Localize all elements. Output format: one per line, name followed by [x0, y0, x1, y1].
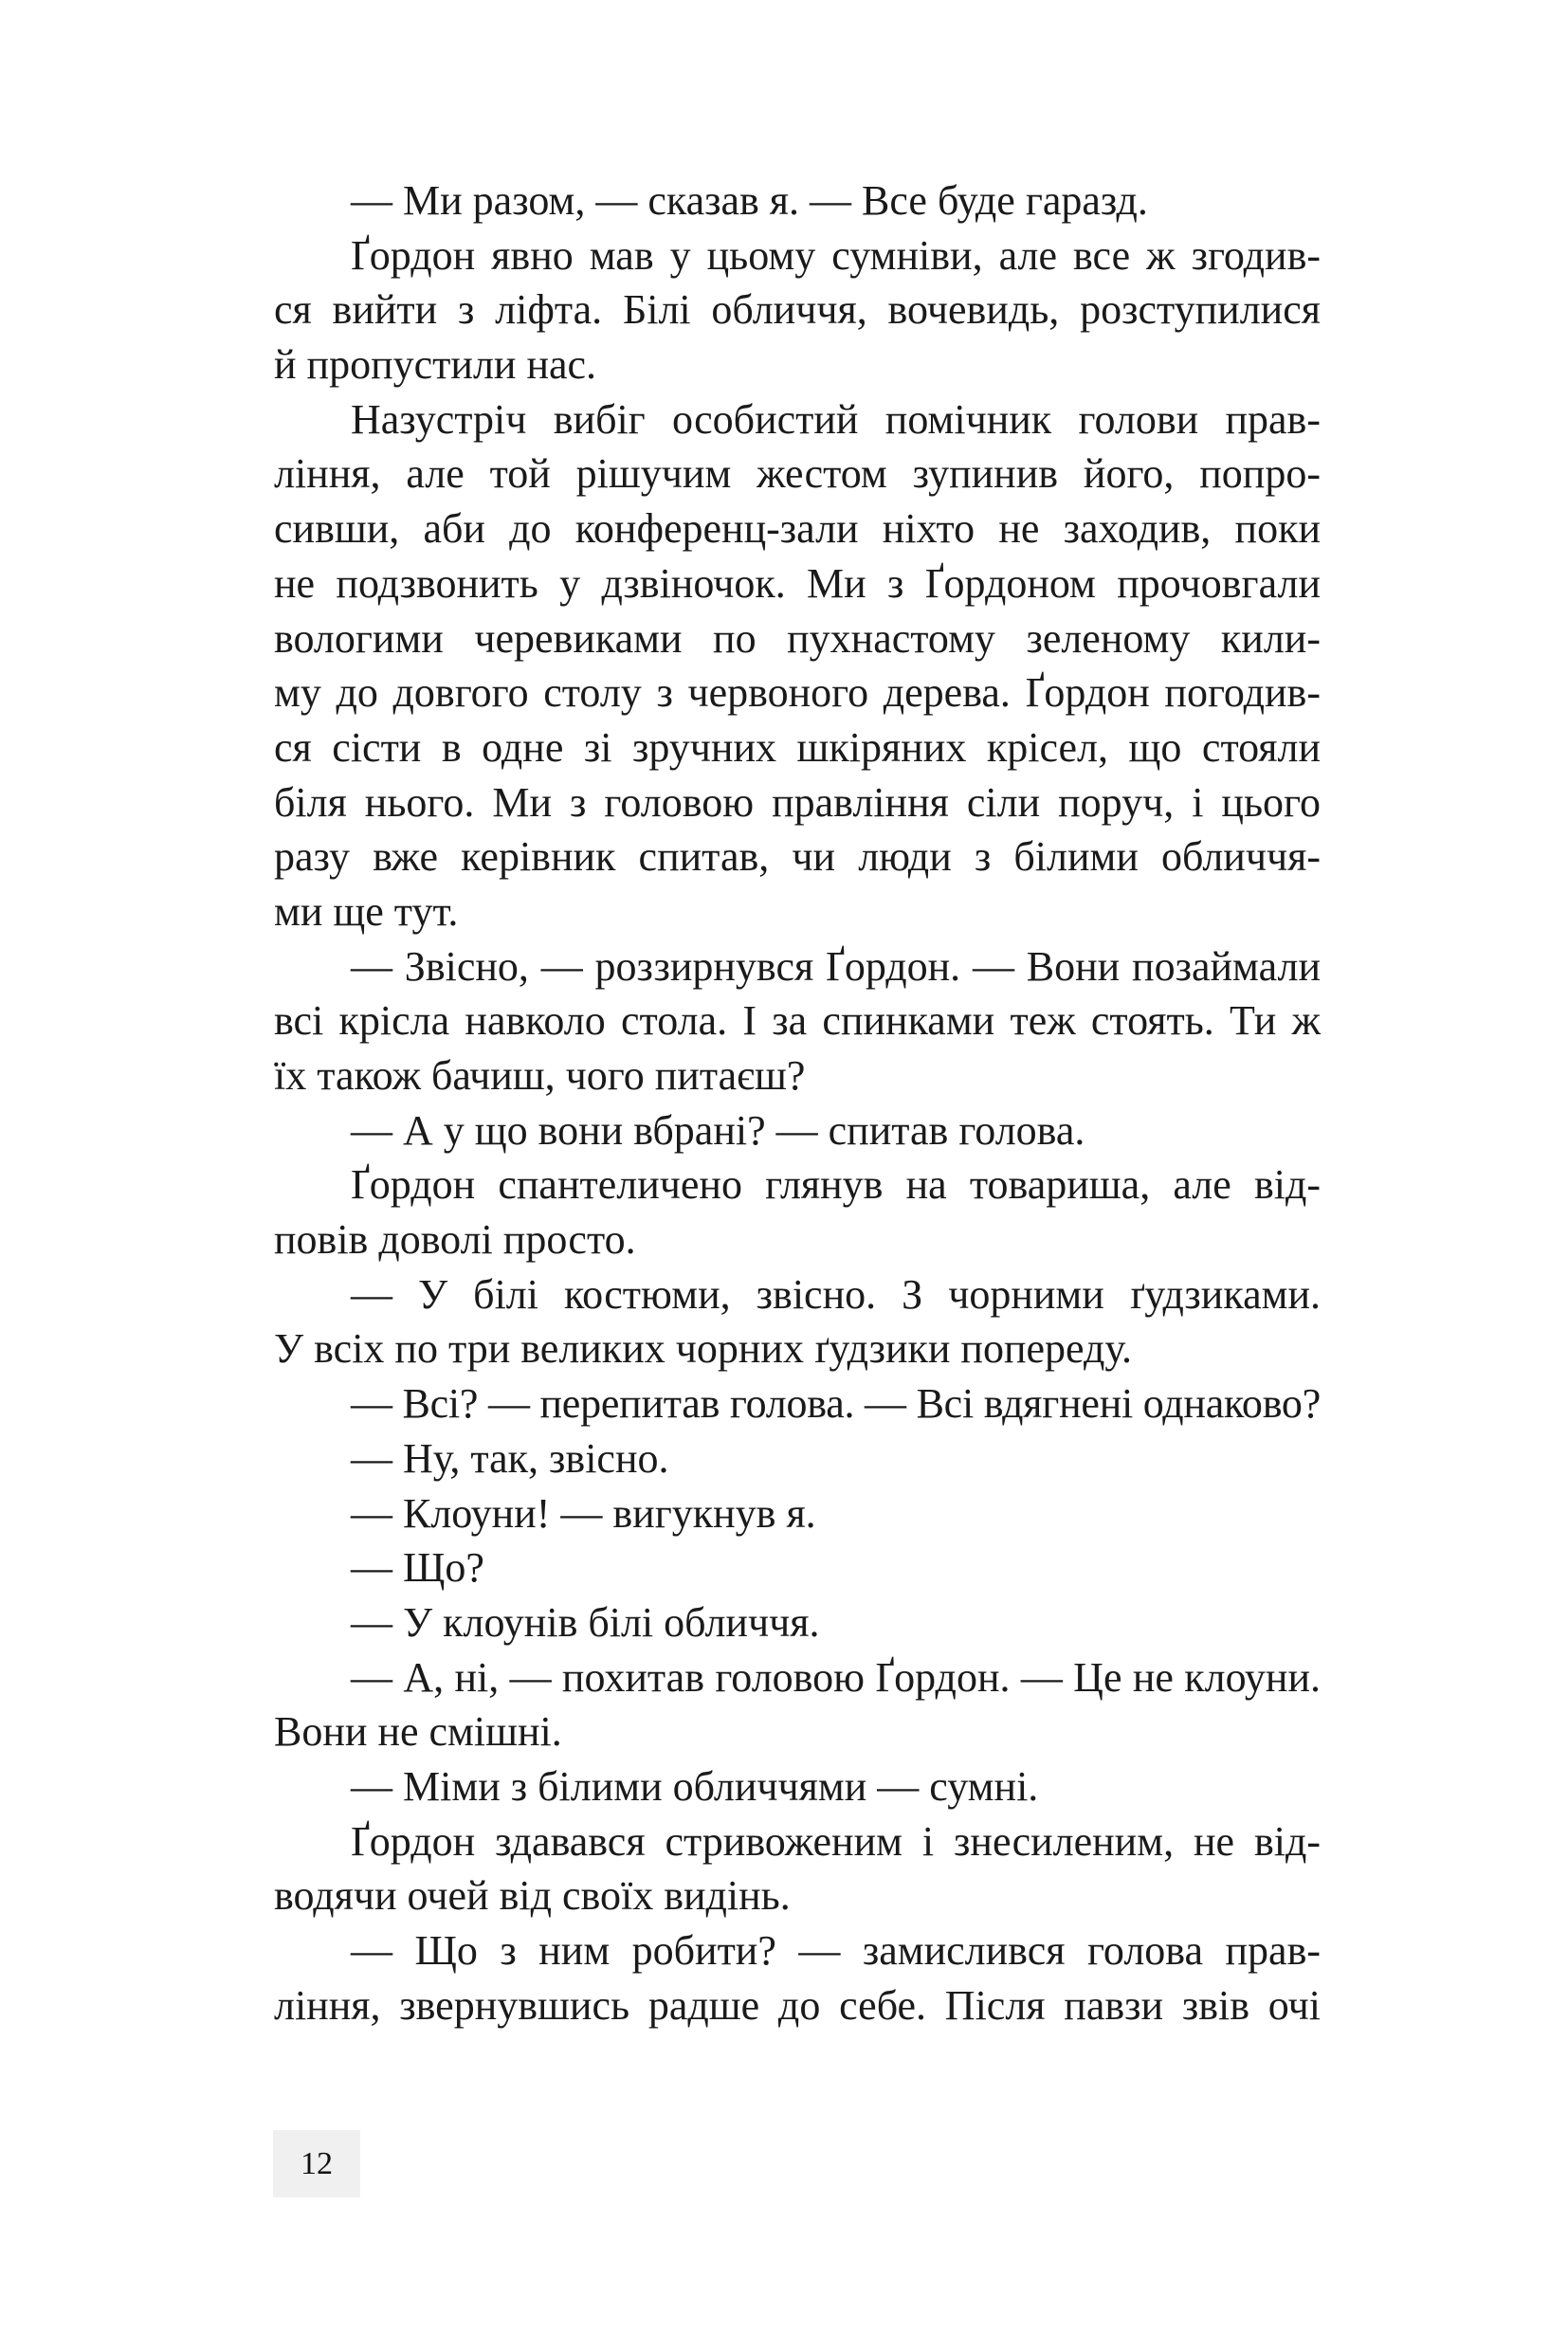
text-line: Вони не смішні. — [274, 1708, 562, 1756]
text-line: — У білі костюми, звісно. З чорними ґудзиками. — [351, 1270, 1321, 1318]
text-line: — Що з ним робити? — замислився голова прав- — [351, 1927, 1321, 1974]
text-line: сивши, аби до конференц-зали ніхто не заходив, поки — [274, 505, 1321, 553]
text-line: не подзвонить у дзвіночок. Ми з Ґордоном прочовгали — [274, 559, 1321, 607]
text-line: — Міми з білими обличчями — сумні. — [351, 1762, 1039, 1810]
text-line: ми ще тут. — [274, 887, 459, 935]
text-line: — Що? — [351, 1544, 484, 1592]
text-line: й пропустили нас. — [274, 341, 597, 389]
text-line: — У клоунів білі обличчя. — [351, 1598, 820, 1646]
text-line: — Ну, так, звісно. — [351, 1434, 669, 1482]
text-line: ся вийти з ліфта. Білі обличчя, вочевидь, розступилися — [274, 286, 1321, 334]
text-line: Назустріч вибіг особистий помічник голови прав- — [351, 395, 1321, 443]
text-line: — Всі? — перепитав голова. — Всі вдягнені однаково? — [351, 1380, 1321, 1428]
text-line: ся сісти в одне зі зручних шкіряних крісел, що стояли — [274, 723, 1321, 771]
page-number: 12 — [301, 2145, 333, 2181]
body-text — [274, 173, 1321, 2032]
text-line: повів доволі просто. — [274, 1216, 636, 1264]
text-line: ління, звернувшись радше до себе. Після павзи звів очі — [274, 1981, 1321, 2029]
text-line: — А, ні, — похитав головою Ґордон. — Це не клоуни. — [351, 1653, 1321, 1701]
text-line: всі крісла навколо стола. І за спинками теж стоять. Ти ж — [274, 997, 1321, 1045]
text-line: вологими черевиками по пухнастому зеленому кили- — [274, 614, 1321, 662]
text-line: — Звісно, — роззирнувся Ґордон. — Вони позаймали — [351, 942, 1321, 990]
text-line: — Клоуни! — вигукнув я. — [351, 1489, 816, 1537]
text-line: — А у що вони вбрані? — спитав голова. — [351, 1106, 1085, 1154]
text-line: водячи очей від своїх видінь. — [274, 1872, 791, 1920]
text-line: Ґордон спантеличено глянув на товариша, але від- — [351, 1161, 1321, 1209]
text-line: Ґордон явно мав у цьому сумніви, але все ж згодив- — [351, 231, 1321, 279]
text-line: му до довгого столу з червоного дерева. Ґордон погодив- — [274, 669, 1321, 717]
text-line: Ґордон здавався стривоженим і знесиленим, не від- — [351, 1817, 1321, 1865]
text-line: біля нього. Ми з головою правління сіли поруч, і цього — [274, 778, 1321, 826]
page-number-box — [273, 2130, 360, 2197]
text-line: разу вже керівник спитав, чи люди з білими обличчя- — [274, 833, 1321, 881]
text-line: ління, але той рішучим жестом зупинив його, попро- — [274, 450, 1321, 498]
text-line: їх також бачиш, чого питаєш? — [274, 1052, 806, 1099]
text-line: У всіх по три великих чорних ґудзики попереду. — [274, 1325, 1132, 1373]
text-line: — Ми разом, — сказав я. — Все буде гаразд. — [351, 177, 1148, 224]
